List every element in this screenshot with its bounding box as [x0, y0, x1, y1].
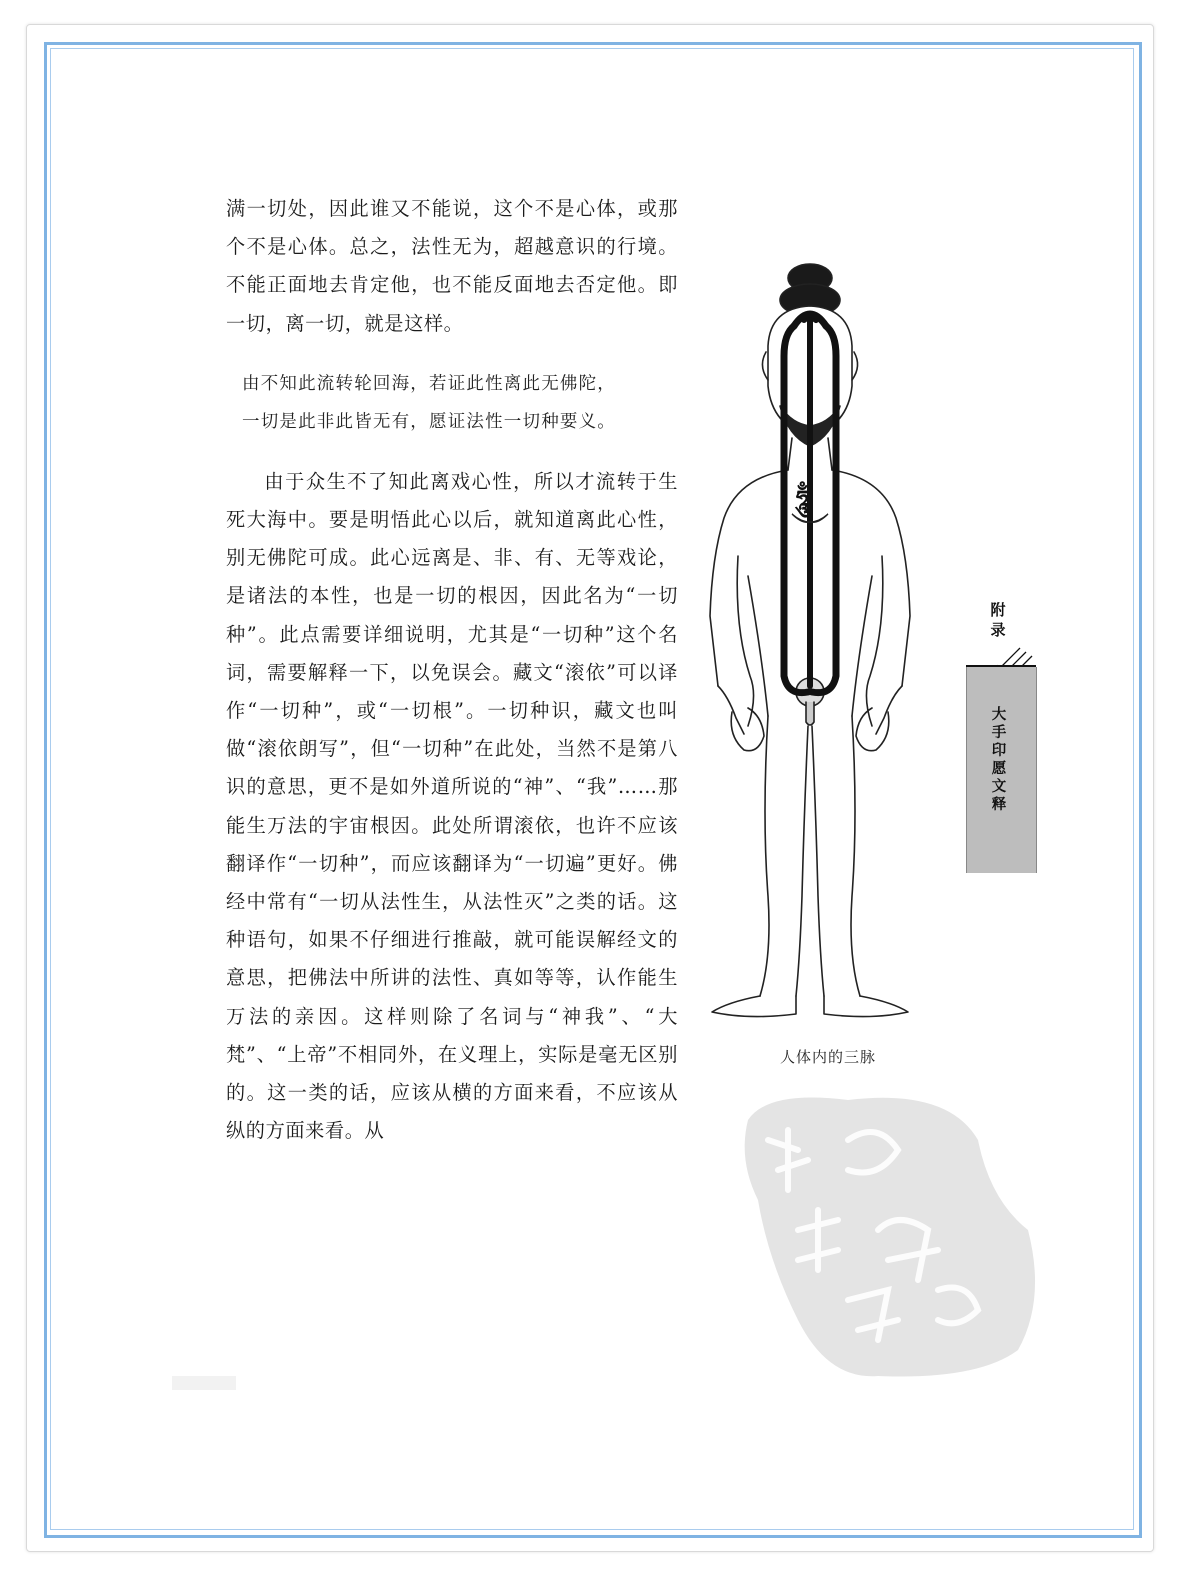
faded-seal-stamp-icon: [728, 1080, 1048, 1390]
side-section-label: 附录: [990, 601, 1006, 639]
main-text-column: [226, 190, 678, 1150]
svg-text:ཧཱུྃ: ཧཱུྃ: [796, 487, 809, 512]
verse-line-1: 由不知此流转轮回海，若证此性离此无佛陀，: [242, 373, 616, 394]
paragraph-top: 满一切处，因此谁又不能说，这个不是心体，或那个不是心体。总之，法性无为，超越意识的行境。不能正面地去肯定他，也不能反面地去否定他。即一切，离一切，就是这样。: [226, 197, 678, 335]
paragraph-main: 由于众生不了知此离戏心性，所以才流转于生死大海中。要是明悟此心以后，就知道离此心性，别无佛陀可成。此心远离是、非、有、无等戏论，是诸法的本性，也是一切的根因，因此名为“一切种”。此点需要详细说明，尤其是“一切种”这个名词，需要解释一下，以免误会。藏文“滚依”可以译作“一切种”，或“一切根”。一切种识，藏文也叫做“滚依朗写”，但“一切种”在此处，当然不是第八识的意思，更不是如外道所说的“神”、“我”……那能生万法的宇宙根因。此处所谓滚依，也许不应该翻译作“一切种”，而应该翻译为“一切遍”更好。佛经中常有“一切从法性生，从法性灭”之类的话。这种语句，如果不仔细进行推敲，就可能误解经文的意思，把佛法中所讲的法性、真如等等，认作能生万法的亲因。这样则除了名词与“神我”、“大梵”、“上帝”不相同外，在义理上，实际是毫无区别的。这一类的话，应该从横的方面来看，不应该从纵的方面来看。从: [226, 469, 678, 1143]
side-tab-title: 大手印愿文释: [991, 707, 1007, 813]
three-channels-body-illustration-icon: [688, 256, 968, 1056]
verse-block: [242, 365, 678, 441]
figure-caption: 人体内的三脉: [779, 1048, 876, 1066]
verse-line-2: 一切是此非此皆无有，愿证法性一切种要义。: [242, 411, 616, 432]
faint-page-mark: [172, 1376, 236, 1390]
